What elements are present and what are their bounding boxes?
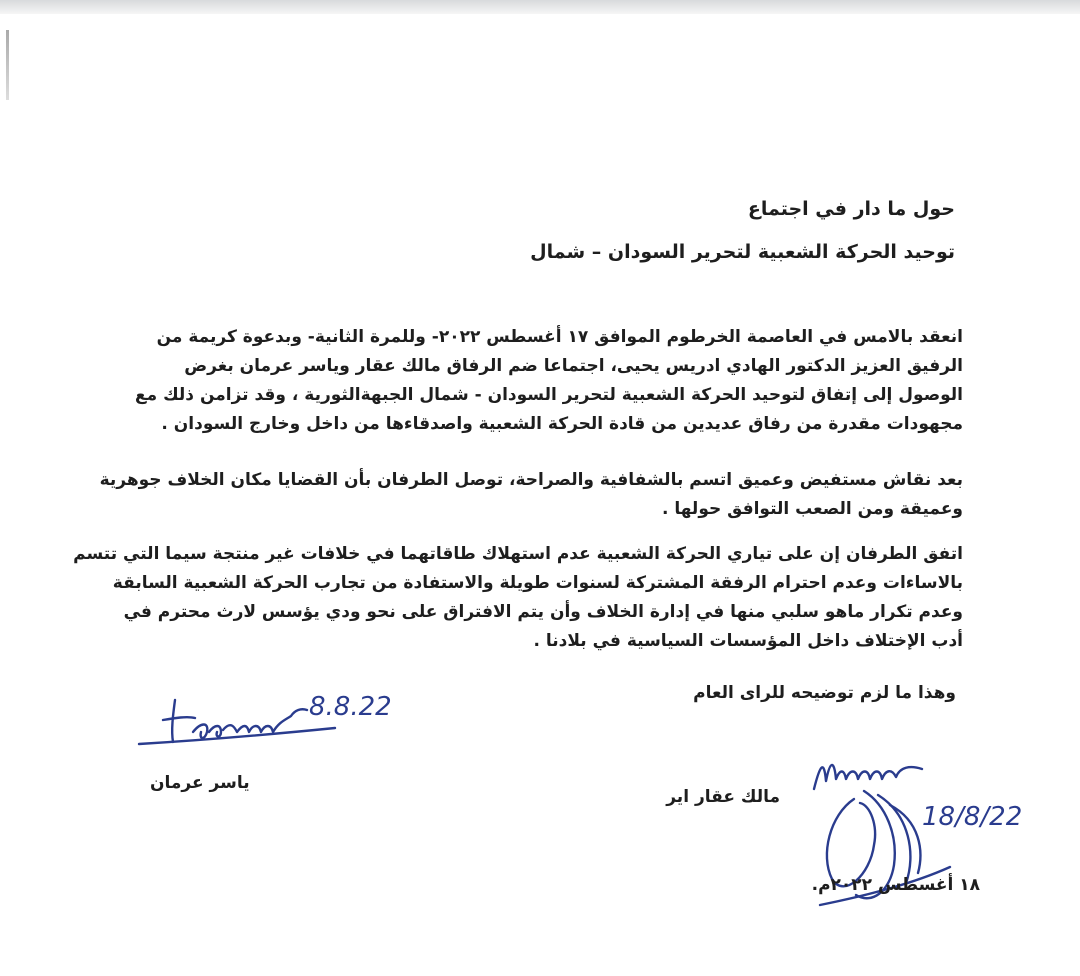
paragraph-line: الوصول إلى إتفاق لتوحيد الحركة الشعبية لتحرير السودان - شمال الجبهةالثورية ، وقد تزامن ذلك مع xyxy=(135,385,963,405)
paragraph-line: مجهودات مقدرة من رفاق عديدين من قادة الحركة الشعبية واصدقاءها من داخل وخارج السودان . xyxy=(161,414,963,434)
paragraph-line: وعميقة ومن الصعب التوافق حولها . xyxy=(661,499,963,519)
paragraph-line: الرفيق العزيز الدكتور الهادي ادريس يحيى، اجتماعا ضم الرفاق مالك عقار وياسر عرمان بغرض xyxy=(184,356,963,376)
signatory-right-name: مالك عقار اير xyxy=(666,787,780,807)
signature-right xyxy=(800,755,1040,925)
signatory-left-name: ياسر عرمان xyxy=(150,773,250,793)
paragraph-line: وعدم تكرار ماهو سلبي منها في إدارة الخلاف وأن يتم الافتراق على نحو ودي يؤسس لارث محترم في xyxy=(123,602,963,622)
paragraph-3 xyxy=(73,540,963,656)
signature-right-date: 18/8/22 xyxy=(922,802,1023,832)
paragraph-line: بالاساءات وعدم احترام الرفقة المشتركة لسنوات طويلة والاستفادة من تجارب الحركة الشعبية السابقة xyxy=(112,573,963,593)
closing-line: وهذا ما لزم توضيحه للراى العام xyxy=(693,683,956,703)
scan-edge xyxy=(0,0,1080,14)
heading-line-1: حول ما دار في اجتماع xyxy=(747,198,955,220)
paragraph-2 xyxy=(99,466,963,524)
letter-date: ١٨ أغسطس ٢٠٢٢م. xyxy=(811,875,980,895)
heading-line-2: توحيد الحركة الشعبية لتحرير السودان – شمال xyxy=(530,241,955,263)
signature-left-date: 8.8.22 xyxy=(309,692,392,722)
paragraph-line: انعقد بالامس في العاصمة الخرطوم الموافق ١٧ أغسطس ٢٠٢٢- وللمرة الثانية- وبدعوة كريمة من xyxy=(156,327,963,347)
signature-left xyxy=(135,680,405,760)
paragraph-1 xyxy=(113,323,963,439)
paragraph-line: اتفق الطرفان إن على تياري الحركة الشعبية عدم استهلاك طاقاتهما في خلافات غير منتجة سيما التي تتسم xyxy=(73,544,963,564)
paragraph-line: بعد نقاش مستفيض وعميق اتسم بالشفافية والصراحة، توصل الطرفان بأن القضايا مكان الخلاف جوهرية xyxy=(99,470,963,490)
paragraph-line: أدب الإختلاف داخل المؤسسات السياسية في بلادنا . xyxy=(533,631,963,651)
scan-mark xyxy=(6,30,9,100)
